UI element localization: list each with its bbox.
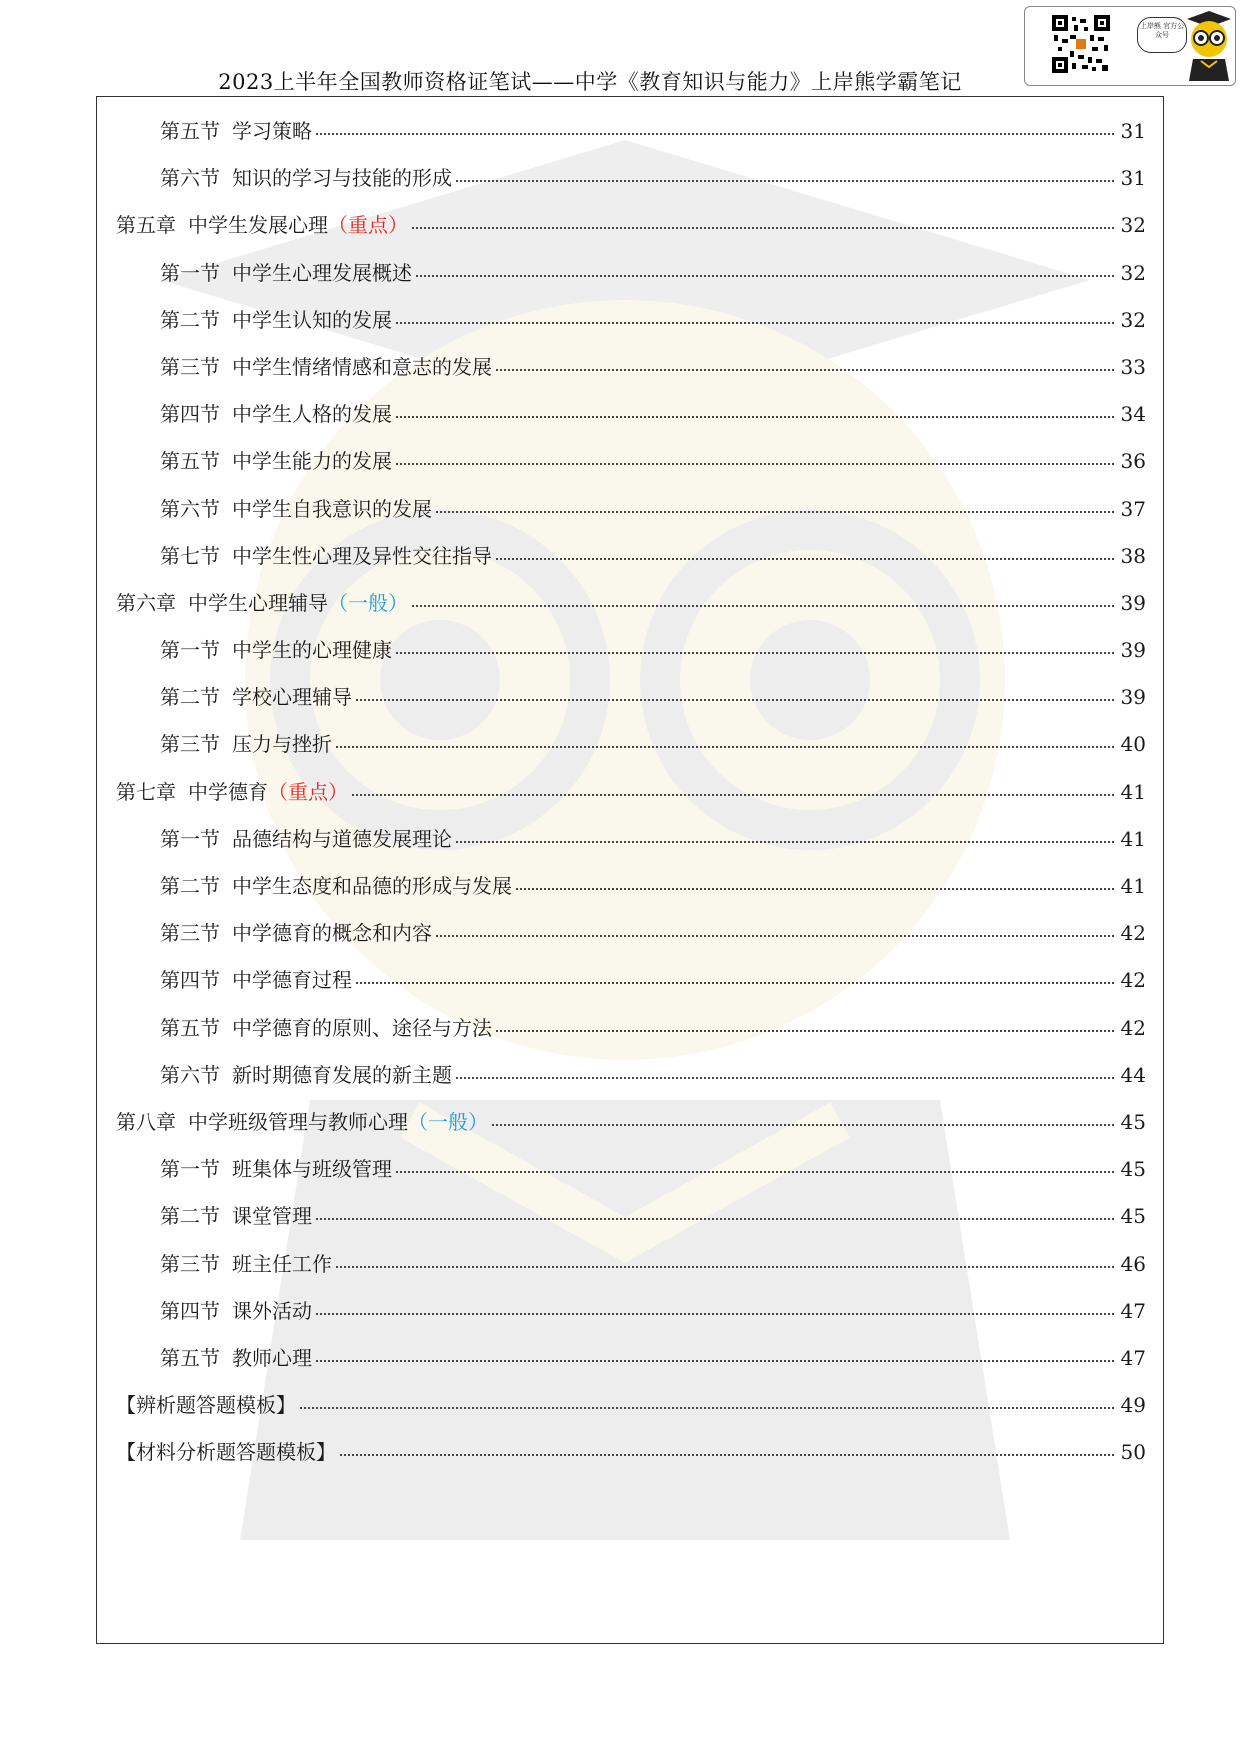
toc-dot-leader [336, 745, 1114, 748]
toc-page-number: 42 [1120, 968, 1146, 993]
toc-entry-label [116, 211, 328, 239]
toc-entry-label [160, 306, 392, 334]
toc-entry-number: 第五节 [160, 449, 220, 474]
toc-page-number: 45 [1120, 1109, 1146, 1134]
toc-entry-label [160, 636, 392, 664]
toc-entry-number: 第六节 [160, 496, 220, 521]
toc-entry-title: 中学生人格的发展 [232, 402, 392, 427]
toc-section-entry[interactable] [116, 1202, 1146, 1249]
toc-section-entry[interactable] [116, 400, 1146, 447]
toc-entry-title: 中学生性心理及异性交往指导 [232, 543, 492, 568]
toc-entry-title: 中学德育的概念和内容 [232, 921, 432, 946]
toc-entry-title: 班集体与班级管理 [232, 1157, 392, 1182]
toc-page-number: 34 [1120, 402, 1146, 427]
toc-dot-leader [356, 981, 1114, 984]
toc-entry-number: 第二节 [160, 874, 220, 898]
toc-chapter-entry[interactable] [116, 211, 1146, 258]
toc-entry-label [160, 1344, 312, 1372]
toc-entry-label [160, 447, 392, 475]
toc-entry-title: 学习策略 [232, 119, 312, 143]
toc-entry-number: 第一节 [160, 260, 220, 285]
toc-entry-number: 第七节 [160, 543, 220, 568]
toc-entry-number: 第三节 [160, 921, 220, 946]
toc-entry-label [160, 1061, 452, 1089]
toc-dot-leader [396, 651, 1114, 654]
toc-section-entry[interactable] [116, 1061, 1146, 1108]
toc-entry-label [160, 825, 452, 853]
toc-entry-number: 第二节 [160, 307, 220, 332]
toc-entry-number: 第四节 [160, 1298, 220, 1323]
toc-dot-leader [340, 1453, 1114, 1456]
toc-entry-label [160, 542, 492, 570]
toc-entry-title: 中学生自我意识的发展 [232, 496, 432, 521]
toc-section-entry[interactable] [116, 919, 1146, 966]
toc-entry-title: 新时期德育发展的新主题 [232, 1062, 452, 1087]
toc-page-number: 47 [1120, 1298, 1146, 1323]
toc-entry-number: 第三节 [160, 354, 220, 379]
toc-chapter-entry[interactable] [116, 1438, 1146, 1485]
toc-page-number: 46 [1120, 1251, 1146, 1276]
toc-dot-leader [336, 1265, 1114, 1268]
toc-entry-number: 第六章 [116, 590, 176, 615]
toc-entry-tag: （一般） [408, 1109, 488, 1134]
toc-entry-title: 课外活动 [232, 1298, 312, 1323]
toc-entry-number: 第六节 [160, 166, 220, 191]
toc-entry-label [160, 730, 332, 758]
toc-page-number: 32 [1120, 213, 1146, 238]
toc-entry-title: 中学德育的原则、途径与方法 [232, 1015, 492, 1040]
toc-entry-label [160, 683, 352, 711]
toc-entry-title: 中学生态度和品德的形成与发展 [232, 874, 512, 898]
toc-entry-title: 中学生能力的发展 [232, 449, 392, 474]
toc-entry-number: 第二节 [160, 685, 220, 710]
toc-section-entry[interactable] [116, 872, 1146, 919]
toc-entry-title: 教师心理 [232, 1345, 312, 1370]
toc-dot-leader [412, 604, 1114, 607]
toc-entry-title: 中学生发展心理 [188, 213, 328, 238]
toc-section-entry[interactable] [116, 636, 1146, 683]
toc-entry-number: 第一节 [160, 1157, 220, 1182]
toc-entry-label [160, 1014, 492, 1042]
toc-entry-number: 第四节 [160, 968, 220, 993]
toc-entry-title: 知识的学习与技能的形成 [232, 166, 452, 191]
toc-entry-number: 第三节 [160, 1251, 220, 1276]
toc-entry-number: 第一节 [160, 638, 220, 663]
toc-dot-leader [436, 510, 1114, 513]
toc-page-number: 33 [1120, 354, 1146, 379]
brand-logo-box [1024, 6, 1236, 86]
toc-entry-title: 中学生的心理健康 [232, 638, 392, 663]
toc-page-number: 40 [1120, 732, 1146, 757]
toc-entry-label [116, 1108, 408, 1136]
toc-entry-tag: （一般） [328, 590, 408, 615]
toc-dot-leader [412, 226, 1114, 229]
toc-entry-title: 学校心理辅导 [232, 685, 352, 710]
toc-section-entry[interactable] [116, 259, 1146, 306]
toc-chapter-entry[interactable] [116, 1391, 1146, 1438]
toc-entry-number: 第五节 [160, 1015, 220, 1040]
toc-entry-label [160, 966, 352, 994]
toc-entry-label [160, 259, 412, 287]
toc-page-number: 45 [1120, 1204, 1146, 1229]
toc-page-number: 41 [1120, 826, 1146, 851]
toc-entry-number: 第六节 [160, 1062, 220, 1087]
toc-section-entry[interactable] [116, 730, 1146, 777]
toc-entry-tag: （重点） [268, 779, 348, 804]
toc-page-number: 47 [1120, 1345, 1146, 1370]
toc-entry-title: 中学生情绪情感和意志的发展 [232, 354, 492, 379]
toc-entry-label [160, 1155, 392, 1183]
toc-page-number: 38 [1120, 543, 1146, 568]
toc-entry-number: 第七章 [116, 779, 176, 804]
toc-entry-label [160, 1297, 312, 1325]
toc-section-entry[interactable] [116, 1155, 1146, 1202]
toc-page-number: 41 [1120, 779, 1146, 804]
toc-entry-label [116, 1391, 296, 1419]
toc-page-number: 41 [1120, 874, 1146, 898]
toc-section-entry[interactable] [116, 1250, 1146, 1297]
toc-dot-leader [316, 1359, 1114, 1362]
toc-page-number: 39 [1120, 685, 1146, 710]
toc-entry-title: 中学德育过程 [232, 968, 352, 993]
toc-entry-label [160, 117, 312, 145]
toc-section-entry[interactable] [116, 306, 1146, 353]
toc-entry-label [116, 589, 328, 617]
toc-entry-label [116, 1438, 336, 1466]
toc-section-entry[interactable] [116, 1014, 1146, 1061]
toc-dot-leader [316, 132, 1114, 135]
toc-page-number: 44 [1120, 1062, 1146, 1087]
toc-dot-leader [456, 179, 1114, 182]
toc-dot-leader [316, 1217, 1114, 1220]
toc-dot-leader [436, 934, 1114, 937]
toc-entry-number: 第五节 [160, 119, 220, 143]
toc-dot-leader [316, 1312, 1114, 1315]
toc-dot-leader [300, 1406, 1114, 1409]
page-header-title: 2023上半年全国教师资格证笔试——中学《教育知识与能力》上岸熊学霸笔记 [218, 70, 962, 94]
toc-dot-leader [396, 1170, 1114, 1173]
toc-section-entry[interactable] [116, 164, 1146, 211]
toc-dot-leader [396, 415, 1114, 418]
toc-page-number: 50 [1120, 1440, 1146, 1465]
toc-page-number: 31 [1120, 166, 1146, 191]
toc-page-number: 42 [1120, 1015, 1146, 1040]
toc-dot-leader [456, 840, 1114, 843]
toc-section-entry[interactable] [116, 1344, 1146, 1391]
toc-entry-number: 第四节 [160, 402, 220, 427]
toc-entry-title: 中学生认知的发展 [232, 307, 392, 332]
toc-page-number: 49 [1120, 1393, 1146, 1418]
qr-code-icon [1051, 15, 1111, 73]
toc-entry-label [116, 778, 268, 806]
toc-entry-number: 第五节 [160, 1345, 220, 1370]
toc-page-number: 36 [1120, 449, 1146, 474]
toc-section-entry[interactable] [116, 542, 1146, 589]
toc-dot-leader [496, 1029, 1114, 1032]
toc-dot-leader [456, 1076, 1114, 1079]
toc-chapter-entry[interactable] [116, 1108, 1146, 1155]
toc-section-entry[interactable] [116, 447, 1146, 494]
toc-entry-number: 第二节 [160, 1204, 220, 1229]
toc-dot-leader [396, 321, 1114, 324]
toc-entry-title: 中学班级管理与教师心理 [188, 1109, 408, 1134]
toc-section-entry[interactable] [116, 495, 1146, 542]
toc-section-entry[interactable] [116, 683, 1146, 730]
toc-entry-label [160, 919, 432, 947]
toc-dot-leader [496, 557, 1114, 560]
speech-bubble: 上岸熊 官方公众号 [1137, 17, 1187, 53]
toc-entry-title: 班主任工作 [232, 1251, 332, 1276]
toc-page-number: 39 [1120, 590, 1146, 615]
toc-section-entry[interactable] [116, 117, 1146, 164]
toc-entry-number: 第三节 [160, 732, 220, 757]
table-of-contents [116, 117, 1146, 1485]
toc-chapter-entry[interactable] [116, 778, 1146, 825]
toc-entry-label [160, 872, 512, 900]
toc-entry-label [160, 1202, 312, 1230]
toc-entry-title: 中学德育 [188, 779, 268, 804]
toc-dot-leader [416, 274, 1114, 277]
toc-entry-number: 第一节 [160, 826, 220, 851]
toc-section-entry[interactable] [116, 825, 1146, 872]
toc-page-number: 31 [1120, 119, 1146, 143]
toc-dot-leader [516, 887, 1114, 890]
toc-page-number: 39 [1120, 638, 1146, 663]
toc-section-entry[interactable] [116, 353, 1146, 400]
toc-dot-leader [496, 368, 1114, 371]
toc-chapter-entry[interactable] [116, 589, 1146, 636]
toc-entry-number: 第五章 [116, 213, 176, 238]
toc-entry-title: 中学生心理发展概述 [232, 260, 412, 285]
toc-entry-label [160, 164, 452, 192]
toc-section-entry[interactable] [116, 1297, 1146, 1344]
toc-entry-title: 【辨析题答题模板】 [116, 1393, 296, 1418]
toc-dot-leader [396, 462, 1114, 465]
toc-page-number: 32 [1120, 260, 1146, 285]
toc-entry-number: 第八章 [116, 1109, 176, 1134]
toc-entry-title: 课堂管理 [232, 1204, 312, 1229]
toc-dot-leader [492, 1123, 1114, 1126]
toc-page-number: 32 [1120, 307, 1146, 332]
toc-page-number: 42 [1120, 921, 1146, 946]
toc-entry-title: 中学生心理辅导 [188, 590, 328, 615]
toc-page-number: 45 [1120, 1157, 1146, 1182]
toc-entry-label [160, 1250, 332, 1278]
toc-entry-title: 品德结构与道德发展理论 [232, 826, 452, 851]
bear-mascot-icon [1185, 9, 1233, 83]
toc-dot-leader [352, 793, 1114, 796]
toc-entry-tag: （重点） [328, 213, 408, 238]
toc-entry-label [160, 353, 492, 381]
toc-entry-label [160, 495, 432, 523]
toc-entry-title: 压力与挫折 [232, 732, 332, 757]
toc-page-number: 37 [1120, 496, 1146, 521]
toc-entry-label [160, 400, 392, 428]
toc-entry-title: 【材料分析题答题模板】 [116, 1440, 336, 1465]
toc-dot-leader [356, 698, 1114, 701]
toc-section-entry[interactable] [116, 966, 1146, 1013]
